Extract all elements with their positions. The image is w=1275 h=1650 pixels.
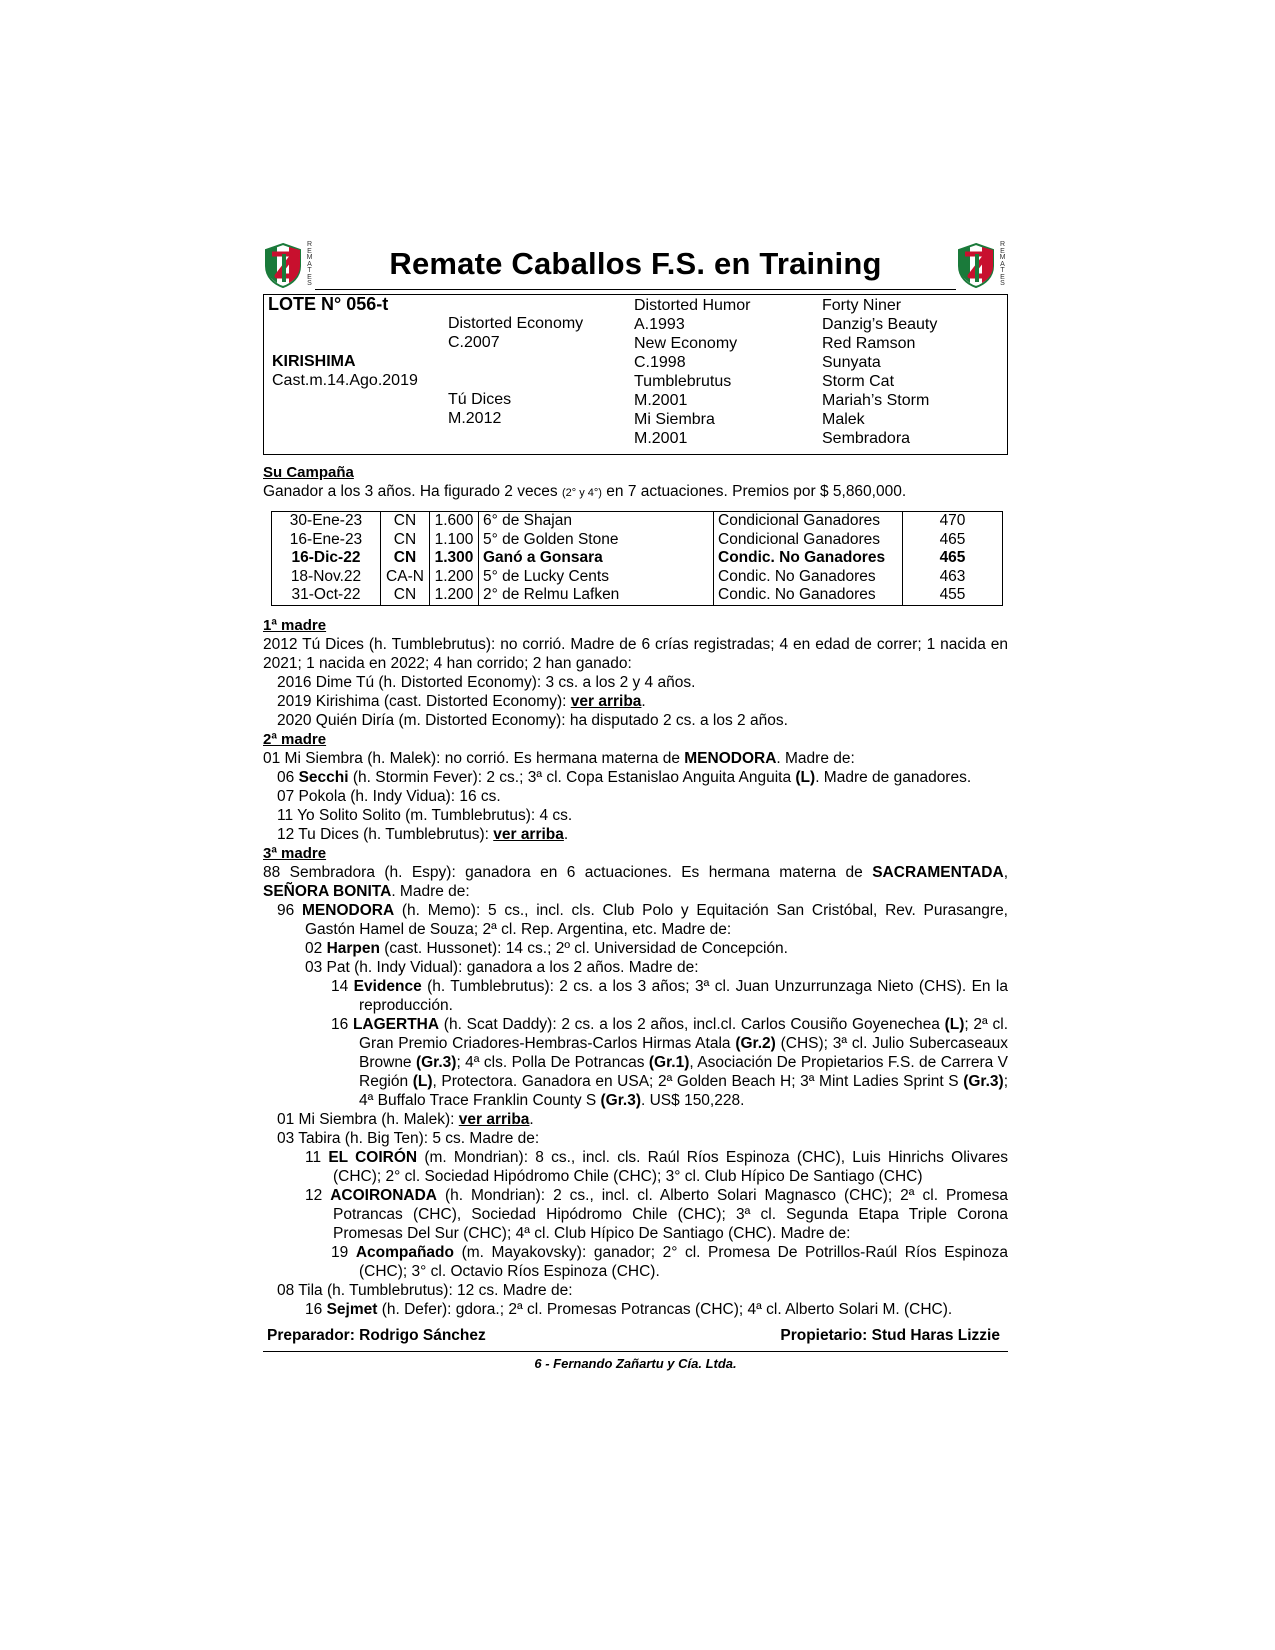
first-dam-intro: 2012 Tú Dices (h. Tumblebrutus): no corrió. Madre de 6 crías registradas; 4 en edad de correr; 1 nacida en 2021; 1 nacida en 2022; 4 han corrido; 2 han ganado: bbox=[263, 635, 1008, 672]
table-row bbox=[272, 568, 1003, 587]
lote-number: LOTE N° 056-t bbox=[268, 294, 389, 314]
race-track: CN bbox=[381, 549, 430, 568]
race-result: 6° de Shajan bbox=[479, 512, 714, 531]
logo-vertical-text: R E M A T E S bbox=[999, 241, 1006, 287]
race-condition: Condicional Ganadores bbox=[714, 512, 903, 531]
campaign-summary: Ganador a los 3 años. Ha figurado 2 veces (2° y 4°) en 7 actuaciones. Premios por $ 5,860,000. bbox=[263, 483, 907, 500]
gen3-item: Mi Siembra bbox=[634, 411, 715, 428]
third-dam-section bbox=[263, 844, 1008, 1319]
race-distance: 1.200 bbox=[430, 586, 479, 605]
race-date: 30-Ene-23 bbox=[272, 512, 381, 531]
produce-line: 11 Yo Solito Solito (m. Tumblebrutus): 4 cs. bbox=[277, 806, 573, 824]
third-dam-title: 3ª madre bbox=[263, 844, 327, 862]
produce-line: 16 Sejmet (h. Defer): gdora.; 2ª cl. Promesas Potrancas (CHC); 4ª cl. Alberto Solari M. (CHC). bbox=[305, 1300, 953, 1318]
gen4-item: Danzig’s Beauty bbox=[822, 316, 938, 333]
gen4-item: Mariah’s Storm bbox=[822, 392, 930, 409]
ver-arriba-link: ver arriba bbox=[493, 825, 564, 843]
produce-line: 2020 Quién Diría (m. Distorted Economy): ha disputado 2 cs. a los 2 años. bbox=[277, 711, 788, 729]
ver-arriba-link: ver arriba bbox=[458, 1110, 530, 1128]
horse-info: Cast.m.14.Ago.2019 bbox=[272, 372, 418, 389]
gen3-item: M.2001 bbox=[634, 392, 688, 409]
race-distance: 1.600 bbox=[430, 512, 479, 531]
gen3-item: M.2001 bbox=[634, 430, 688, 447]
race-distance: 1.100 bbox=[430, 531, 479, 550]
logo-vertical-text: R E M A T E S bbox=[306, 241, 313, 287]
campaign-title: Su Campaña bbox=[263, 464, 354, 481]
produce-line: 11 EL COIRÓN (m. Mondrian): 8 cs., incl. cls. Raúl Ríos Espinoza (CHC), Luis Hinrichs Olivares (CHC); 2° cl. Sociedad Hipódromo Chile (CHC); 3° cl. Club Hípico De Santiago (CHC) bbox=[305, 1148, 1009, 1185]
gen4-item: Red Ramson bbox=[822, 335, 916, 352]
produce-line: 14 Evidence (h. Tumblebrutus): 2 cs. a los 3 años; 3ª cl. Juan Unzurrunzaga Nieto (CHS). En la reproducción. bbox=[331, 977, 1008, 1014]
race-date: 31-Oct-22 bbox=[272, 586, 381, 605]
produce-line: 16 LAGERTHA (h. Scat Daddy): 2 cs. a los 2 años, incl.cl. Carlos Cousiño Goyenechea (L); 2ª cl. Gran Premio Criadores-Hembras-Carlos Hirmas Atala (Gr.2) (CHS); 3ª cl. Julio Subercaseaux Browne (Gr.3); 4ª cls. Polla De Potrancas (Gr.1), Asociación De Propietarios F.S. de Carrera V Región (L), Protectora. Ganadora en USA; 2ª Golden Beach H; 3ª Mint Ladies Sprint S (Gr.3); 4ª Buffalo Trace Franklin County S (Gr.3). US$ 150,228. bbox=[331, 1015, 1008, 1109]
race-track: CN bbox=[381, 586, 430, 605]
produce-line: 03 Pat (h. Indy Vidual): ganadora a los 2 años. Madre de: bbox=[305, 958, 699, 976]
preparador-label: Preparador: Rodrigo Sánchez bbox=[267, 1326, 486, 1344]
produce-line: 02 Harpen (cast. Hussonet): 14 cs.; 2º cl. Universidad de Concepción. bbox=[305, 939, 788, 957]
second-dam-title: 2ª madre bbox=[263, 730, 327, 748]
second-dam-intro: 01 Mi Siembra (h. Malek): no corrió. Es hermana materna de MENODORA. Madre de: bbox=[263, 749, 855, 767]
race-track: CN bbox=[381, 512, 430, 531]
race-result: 5° de Lucky Cents bbox=[479, 568, 714, 587]
race-distance: 1.200 bbox=[430, 568, 479, 587]
race-weight: 465 bbox=[903, 531, 1003, 550]
produce-line: 19 Acompañado (m. Mayakovsky): ganador; 2° cl. Promesa De Potrillos-Raúl Ríos Espinoza (CHC); 3° cl. Octavio Ríos Espinoza (CHC). bbox=[331, 1243, 1008, 1280]
race-result: Ganó a Gonsara bbox=[479, 549, 714, 568]
race-weight: 463 bbox=[903, 568, 1003, 587]
third-dam-intro: 88 Sembradora (h. Espy): ganadora en 6 actuaciones. Es hermana materna de SACRAMENTADA, SEÑORA BONITA. Madre de: bbox=[263, 863, 1008, 900]
table-row bbox=[272, 549, 1003, 568]
second-dam-section bbox=[263, 730, 1008, 844]
footer-rule bbox=[263, 1351, 1008, 1352]
first-dam-title: 1ª madre bbox=[263, 616, 327, 634]
race-date: 16-Ene-23 bbox=[272, 531, 381, 550]
header-rule bbox=[315, 289, 956, 290]
sire-info: C.2007 bbox=[448, 334, 500, 351]
page-number: 6 - Fernando Zañartu y Cía. Ltda. bbox=[534, 1355, 737, 1371]
gen4-item: Sunyata bbox=[822, 354, 881, 371]
gen4-item: Forty Niner bbox=[822, 297, 902, 314]
gen3-item: Tumblebrutus bbox=[634, 373, 732, 390]
campaign-section bbox=[263, 463, 1008, 606]
produce-line: 06 Secchi (h. Stormin Fever): 2 cs.; 3ª cl. Copa Estanislao Anguita Anguita (L). Madre de ganadores. bbox=[277, 768, 972, 786]
gen3-item: A.1993 bbox=[634, 316, 685, 333]
gen4-item: Storm Cat bbox=[822, 373, 895, 390]
produce-line: 08 Tila (h. Tumblebrutus): 12 cs. Madre de: bbox=[277, 1281, 573, 1299]
sire-name: Distorted Economy bbox=[448, 315, 584, 332]
race-result: 2° de Relmu Lafken bbox=[479, 586, 714, 605]
race-track: CA-N bbox=[381, 568, 430, 587]
produce-line: 12 Tu Dices (h. Tumblebrutus): ver arriba. bbox=[277, 825, 569, 843]
produce-line: 2016 Dime Tú (h. Distorted Economy): 3 cs. a los 2 y 4 años. bbox=[277, 673, 696, 691]
dam-name: Tú Dices bbox=[448, 391, 512, 408]
page-header bbox=[263, 240, 1008, 292]
produce-line: 12 ACOIRONADA (h. Mondrian): 2 cs., incl. cl. Alberto Solari Magnasco (CHC); 2ª cl. Promesa Potrancas (CHC), Sociedad Hipódromo Chile (CHC); 3ª cl. Segunda Etapa Triple Corona Promesas Del Sur (CHC); 4ª cl. Club Hípico De Santiago (CHC). Madre de: bbox=[305, 1186, 1008, 1242]
campaign-table bbox=[271, 511, 1003, 606]
first-dam-section bbox=[263, 616, 1008, 730]
gen3-item: Distorted Humor bbox=[634, 297, 751, 314]
catalog-page bbox=[263, 240, 1008, 1371]
produce-line: 01 Mi Siembra (h. Malek): ver arriba. bbox=[277, 1110, 534, 1128]
credits-line bbox=[263, 1327, 1008, 1347]
table-row bbox=[272, 512, 1003, 531]
produce-line: 96 MENODORA (h. Memo): 5 cs., incl. cls. Club Polo y Equitación San Cristóbal, Rev. Purasangre, Gastón Hamel de Souza; 2ª cl. Rep. Argentina, etc. Madre de: bbox=[277, 901, 1008, 938]
ver-arriba-link: ver arriba bbox=[570, 692, 642, 710]
produce-line: 03 Tabira (h. Big Ten): 5 cs. Madre de: bbox=[277, 1129, 540, 1147]
table-row bbox=[272, 586, 1003, 605]
dam-info: M.2012 bbox=[448, 410, 502, 427]
zr-logo-right bbox=[956, 242, 1008, 290]
race-date: 18-Nov.22 bbox=[272, 568, 381, 587]
race-condition: Condic. No Ganadores bbox=[714, 549, 903, 568]
page-title: Remate Caballos F.S. en Training bbox=[389, 246, 882, 281]
race-weight: 455 bbox=[903, 586, 1003, 605]
race-distance: 1.300 bbox=[430, 549, 479, 568]
race-condition: Condic. No Ganadores bbox=[714, 568, 903, 587]
race-condition: Condicional Ganadores bbox=[714, 531, 903, 550]
pedigree-box bbox=[263, 294, 1008, 455]
horse-name: KIRISHIMA bbox=[272, 353, 356, 370]
gen3-item: C.1998 bbox=[634, 354, 686, 371]
race-result: 5° de Golden Stone bbox=[479, 531, 714, 550]
race-track: CN bbox=[381, 531, 430, 550]
produce-line: 2019 Kirishima (cast. Distorted Economy): ver arriba. bbox=[277, 692, 646, 710]
zr-shield-icon bbox=[956, 242, 996, 288]
race-weight: 470 bbox=[903, 512, 1003, 531]
produce-line: 07 Pokola (h. Indy Vidua): 16 cs. bbox=[277, 787, 501, 805]
gen4-item: Malek bbox=[822, 411, 865, 428]
race-condition: Condic. No Ganadores bbox=[714, 586, 903, 605]
propietario-label: Propietario: Stud Haras Lizzie bbox=[780, 1326, 1000, 1344]
table-row bbox=[272, 531, 1003, 550]
race-date: 16-Dic-22 bbox=[272, 549, 381, 568]
gen4-item: Sembradora bbox=[822, 430, 911, 447]
gen3-item: New Economy bbox=[634, 335, 738, 352]
race-weight: 465 bbox=[903, 549, 1003, 568]
